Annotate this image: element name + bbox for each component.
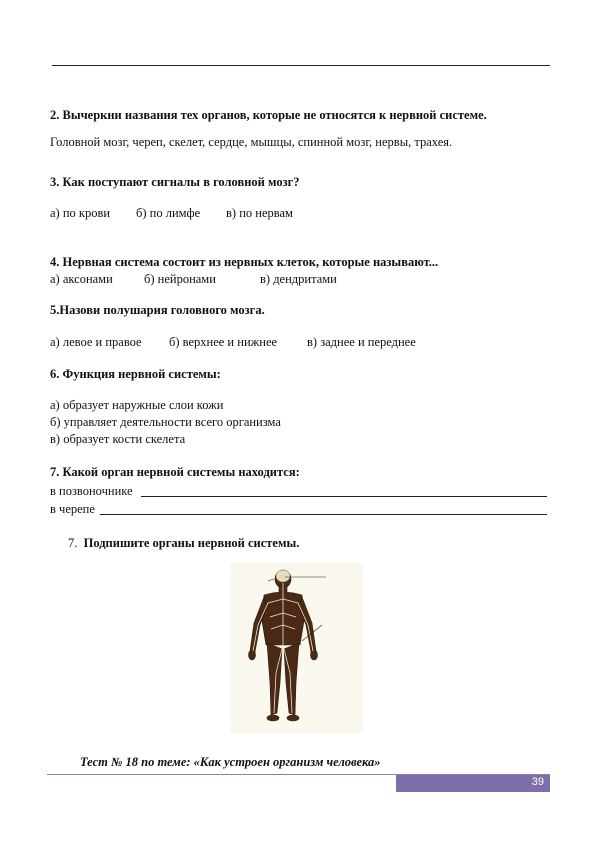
- answer-blank-skull[interactable]: [100, 514, 547, 515]
- question-8-number: 7.: [68, 536, 78, 550]
- question-4-title: 4. Нервная система состоит из нервных клеток, которые называют...: [50, 255, 439, 269]
- option-c: в) дендритами: [260, 272, 337, 286]
- option-b: б) по лимфе: [136, 206, 201, 220]
- question-6-title: 6. Функция нервной системы:: [50, 367, 221, 381]
- question-6-option-a: а) образует наружные слои кожи: [50, 398, 224, 412]
- option-a: а) по крови: [50, 206, 111, 220]
- question-8-title: Подпишите органы нервной системы.: [83, 536, 300, 550]
- option-b: б) верхнее и нижнее: [169, 335, 278, 349]
- question-2-text: Головной мозг, череп, скелет, сердце, мышцы, спинной мозг, нервы, трахея.: [50, 135, 453, 149]
- option-a: а) левое и правое: [50, 335, 142, 349]
- question-5-options: [50, 335, 416, 350]
- header-rule: [52, 65, 550, 66]
- option-b: б) нейронами: [144, 272, 216, 286]
- option-c: в) заднее и переднее: [307, 335, 416, 349]
- question-5-title: 5.Назови полушария головного мозга.: [50, 303, 265, 317]
- answer-line-label-skull: в черепе: [50, 502, 95, 516]
- option-c: в) по нервам: [226, 206, 293, 220]
- nervous-system-illustration: [230, 563, 363, 733]
- nervous-system-figure: [230, 563, 363, 733]
- question-7-title: 7. Какой орган нервной системы находится:: [50, 465, 300, 479]
- answer-blank-spine[interactable]: [141, 496, 547, 497]
- page-number-bar: [396, 775, 550, 792]
- answer-line-label-spine: в позвоночнике: [50, 484, 133, 498]
- question-4-options: [50, 272, 337, 287]
- option-a: а) аксонами: [50, 272, 113, 286]
- question-8-heading: [68, 536, 299, 551]
- test-title: Тест № 18 по теме: «Как устроен организм человека»: [80, 755, 381, 769]
- question-3-options: [50, 206, 293, 221]
- question-2-title: 2. Вычеркни названия тех органов, которые не относятся к нервной системе.: [50, 108, 487, 122]
- question-3-title: 3. Как поступают сигналы в головной мозг?: [50, 175, 300, 189]
- question-6-option-b: б) управляет деятельности всего организма: [50, 415, 281, 429]
- page-number: 39: [531, 776, 544, 788]
- question-6-option-c: в) образует кости скелета: [50, 432, 186, 446]
